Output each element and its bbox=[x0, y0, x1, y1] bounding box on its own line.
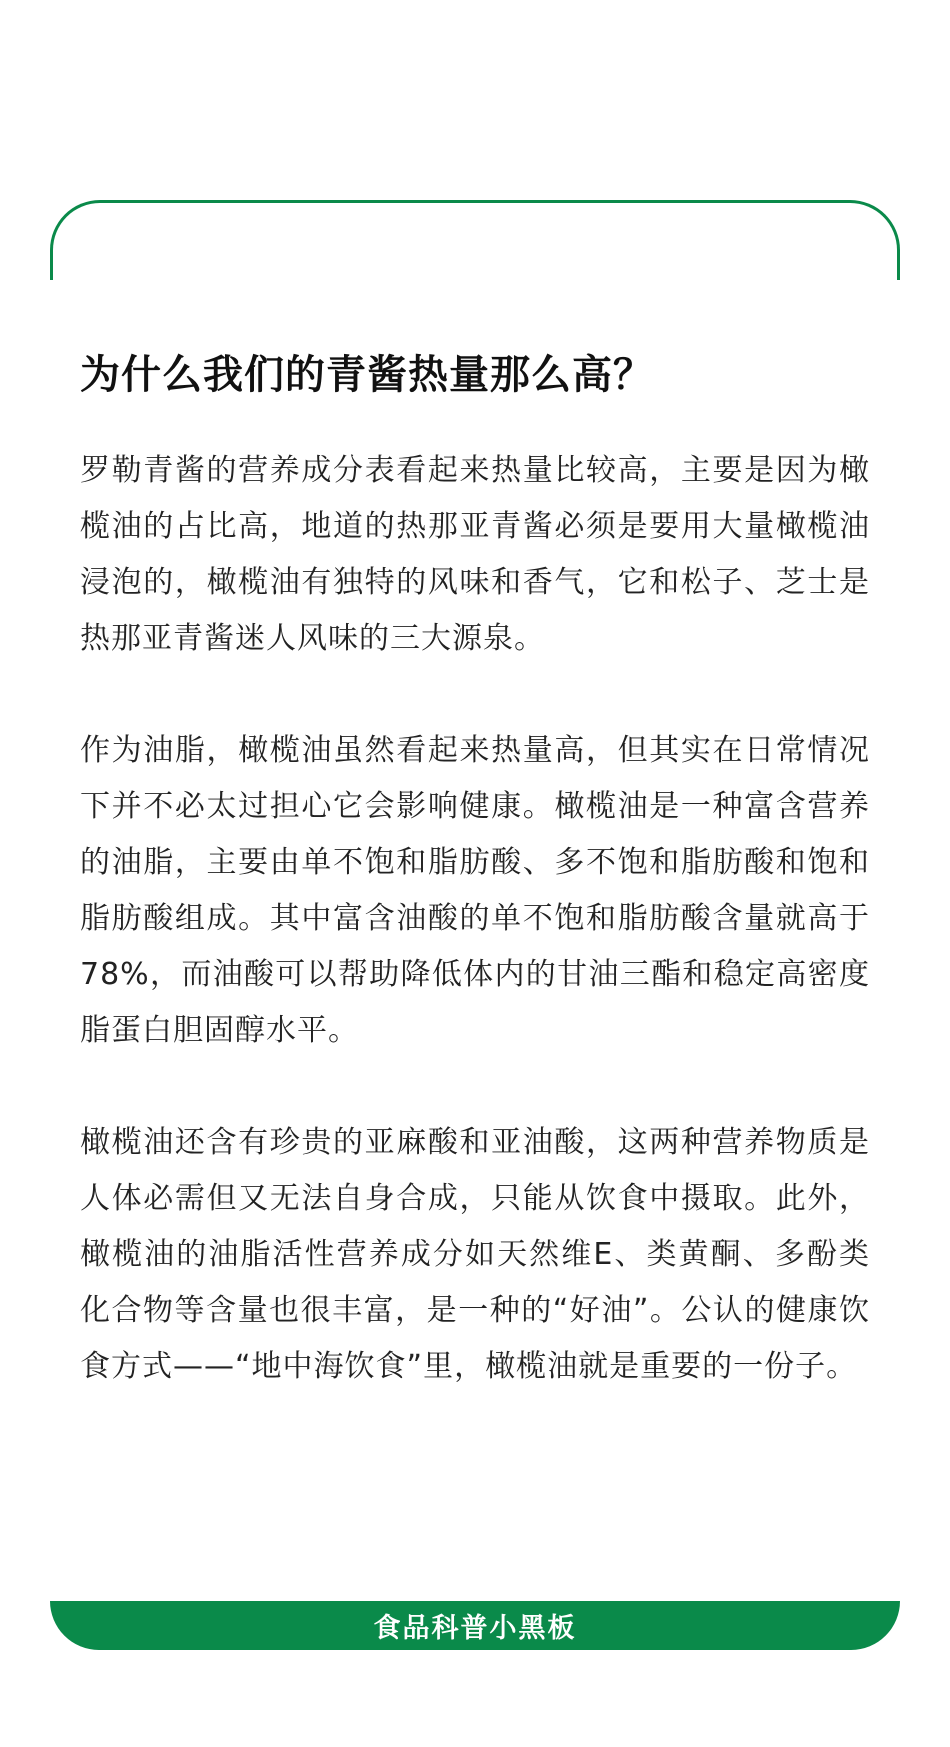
article-paragraph-1: 罗勒青酱的营养成分表看起来热量比较高，主要是因为橄榄油的占比高，地道的热那亚青酱必须是要用大量橄榄油浸泡的，橄榄油有独特的风味和香气，它和松子、芝士是热那亚青酱迷人风味的三大源泉。 bbox=[80, 453, 870, 656]
footer-banner bbox=[50, 1601, 900, 1650]
card-top-border bbox=[50, 200, 900, 280]
footer-label: 食品科普小黑板 bbox=[373, 1613, 577, 1644]
article-title: 为什么我们的青酱热量那么高？ bbox=[80, 352, 654, 398]
article bbox=[80, 345, 870, 1451]
article-paragraph-2: 作为油脂，橄榄油虽然看起来热量高，但其实在日常情况下并不必太过担心它会影响健康。橄榄油是一种富含营养的油脂，主要由单不饱和脂肪酸、多不饱和脂肪酸和饱和脂肪酸组成。其中富含油酸的单不饱和脂肪酸含量就高于78%，而油酸可以帮助降低体内的甘油三酯和稳定高密度脂蛋白胆固醇水平。 bbox=[80, 733, 870, 1048]
article-paragraph-3: 橄榄油还含有珍贵的亚麻酸和亚油酸，这两种营养物质是人体必需但又无法自身合成，只能从饮食中摄取。此外，橄榄油的油脂活性营养成分如天然维E、类黄酮、多酚类化合物等含量也很丰富，是一种的“好油”。公认的健康饮食方式——“地中海饮食”里，橄榄油就是重要的一份子。 bbox=[80, 1125, 870, 1384]
